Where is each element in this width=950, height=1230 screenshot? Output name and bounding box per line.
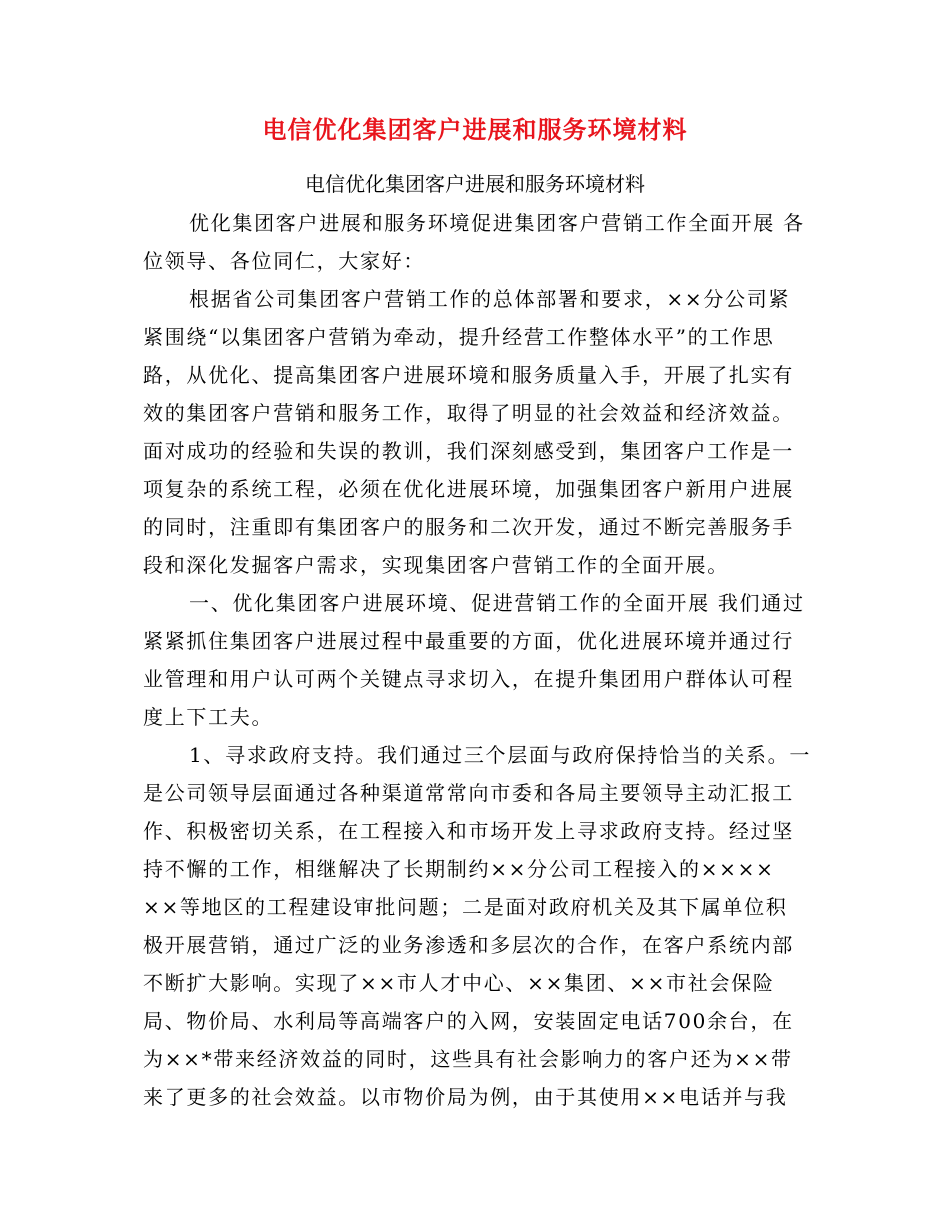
paragraph-line: 度上下工夫。 <box>143 705 274 729</box>
paragraph-line: 优化集团客户进展和服务环境促进集团客户营销工作全面开展 各 <box>189 211 805 235</box>
paragraph-line: 一、优化集团客户进展环境、促进营销工作的全面开展 我们通过 <box>189 591 805 615</box>
document-title: 电信优化集团客户进展和服务环境材料 <box>262 115 688 144</box>
paragraph-line: 不断扩大影响。实现了××市人才中心、××集团、××市社会保险 <box>143 971 775 995</box>
paragraph-line: 位领导、各位同仁，大家好： <box>143 249 426 273</box>
paragraph-line: 段和深化发掘客户需求，实现集团客户营销工作的全面开展。 <box>143 553 729 577</box>
paragraph-line: 根据省公司集团客户营销工作的总体部署和要求，××分公司紧 <box>189 287 791 311</box>
paragraph-line: ××等地区的工程建设审批问题；二是面对政府机关及其下属单位积 <box>143 895 788 919</box>
paragraph-line: 为××*带来经济效益的同时，这些具有社会影响力的客户还为××带 <box>143 1047 793 1071</box>
document-subtitle: 电信优化集团客户进展和服务环境材料 <box>305 172 645 196</box>
paragraph-line: 局、物价局、水利局等高端客户的入网，安装固定电话700余台，在 <box>143 1009 794 1033</box>
paragraph-line: 1、寻求政府支持。我们通过三个层面与政府保持恰当的关系。一 <box>189 743 812 767</box>
paragraph-line: 是公司领导层面通过各种渠道常常向市委和各局主要领导主动汇报工 <box>143 781 794 805</box>
paragraph-line: 效的集团客户营销和服务工作，取得了明显的社会效益和经济效益。 <box>143 401 794 425</box>
paragraph-line: 紧紧抓住集团客户进展过程中最重要的方面，优化进展环境并通过行 <box>143 629 794 653</box>
paragraph-line: 来了更多的社会效益。以市物价局为例，由于其使用××电话并与我 <box>143 1085 788 1109</box>
paragraph-line: 的同时，注重即有集团客户的服务和二次开发，通过不断完善服务手 <box>143 515 794 539</box>
paragraph-line: 项复杂的系统工程，必须在优化进展环境，加强集团客户新用户进展 <box>143 477 794 501</box>
paragraph-line: 路，从优化、提高集团客户进展环境和服务质量入手，开展了扎实有 <box>143 363 794 387</box>
paragraph-line: 业管理和用户认可两个关键点寻求切入，在提升集团用户群体认可程 <box>143 667 794 691</box>
paragraph-line: 紧围绕“以集团客户营销为牵动，提升经营工作整体水平”的工作思 <box>143 325 775 349</box>
paragraph-line: 面对成功的经验和失误的教训，我们深刻感受到，集团客户工作是一 <box>143 439 794 463</box>
paragraph-line: 极开展营销，通过广泛的业务渗透和多层次的合作，在客户系统内部 <box>143 933 794 957</box>
paragraph-line: 持不懈的工作，相继解决了长期制约××分公司工程接入的×××× <box>143 857 775 881</box>
paragraph-line: 作、积极密切关系，在工程接入和市场开发上寻求政府支持。经过坚 <box>143 819 794 843</box>
